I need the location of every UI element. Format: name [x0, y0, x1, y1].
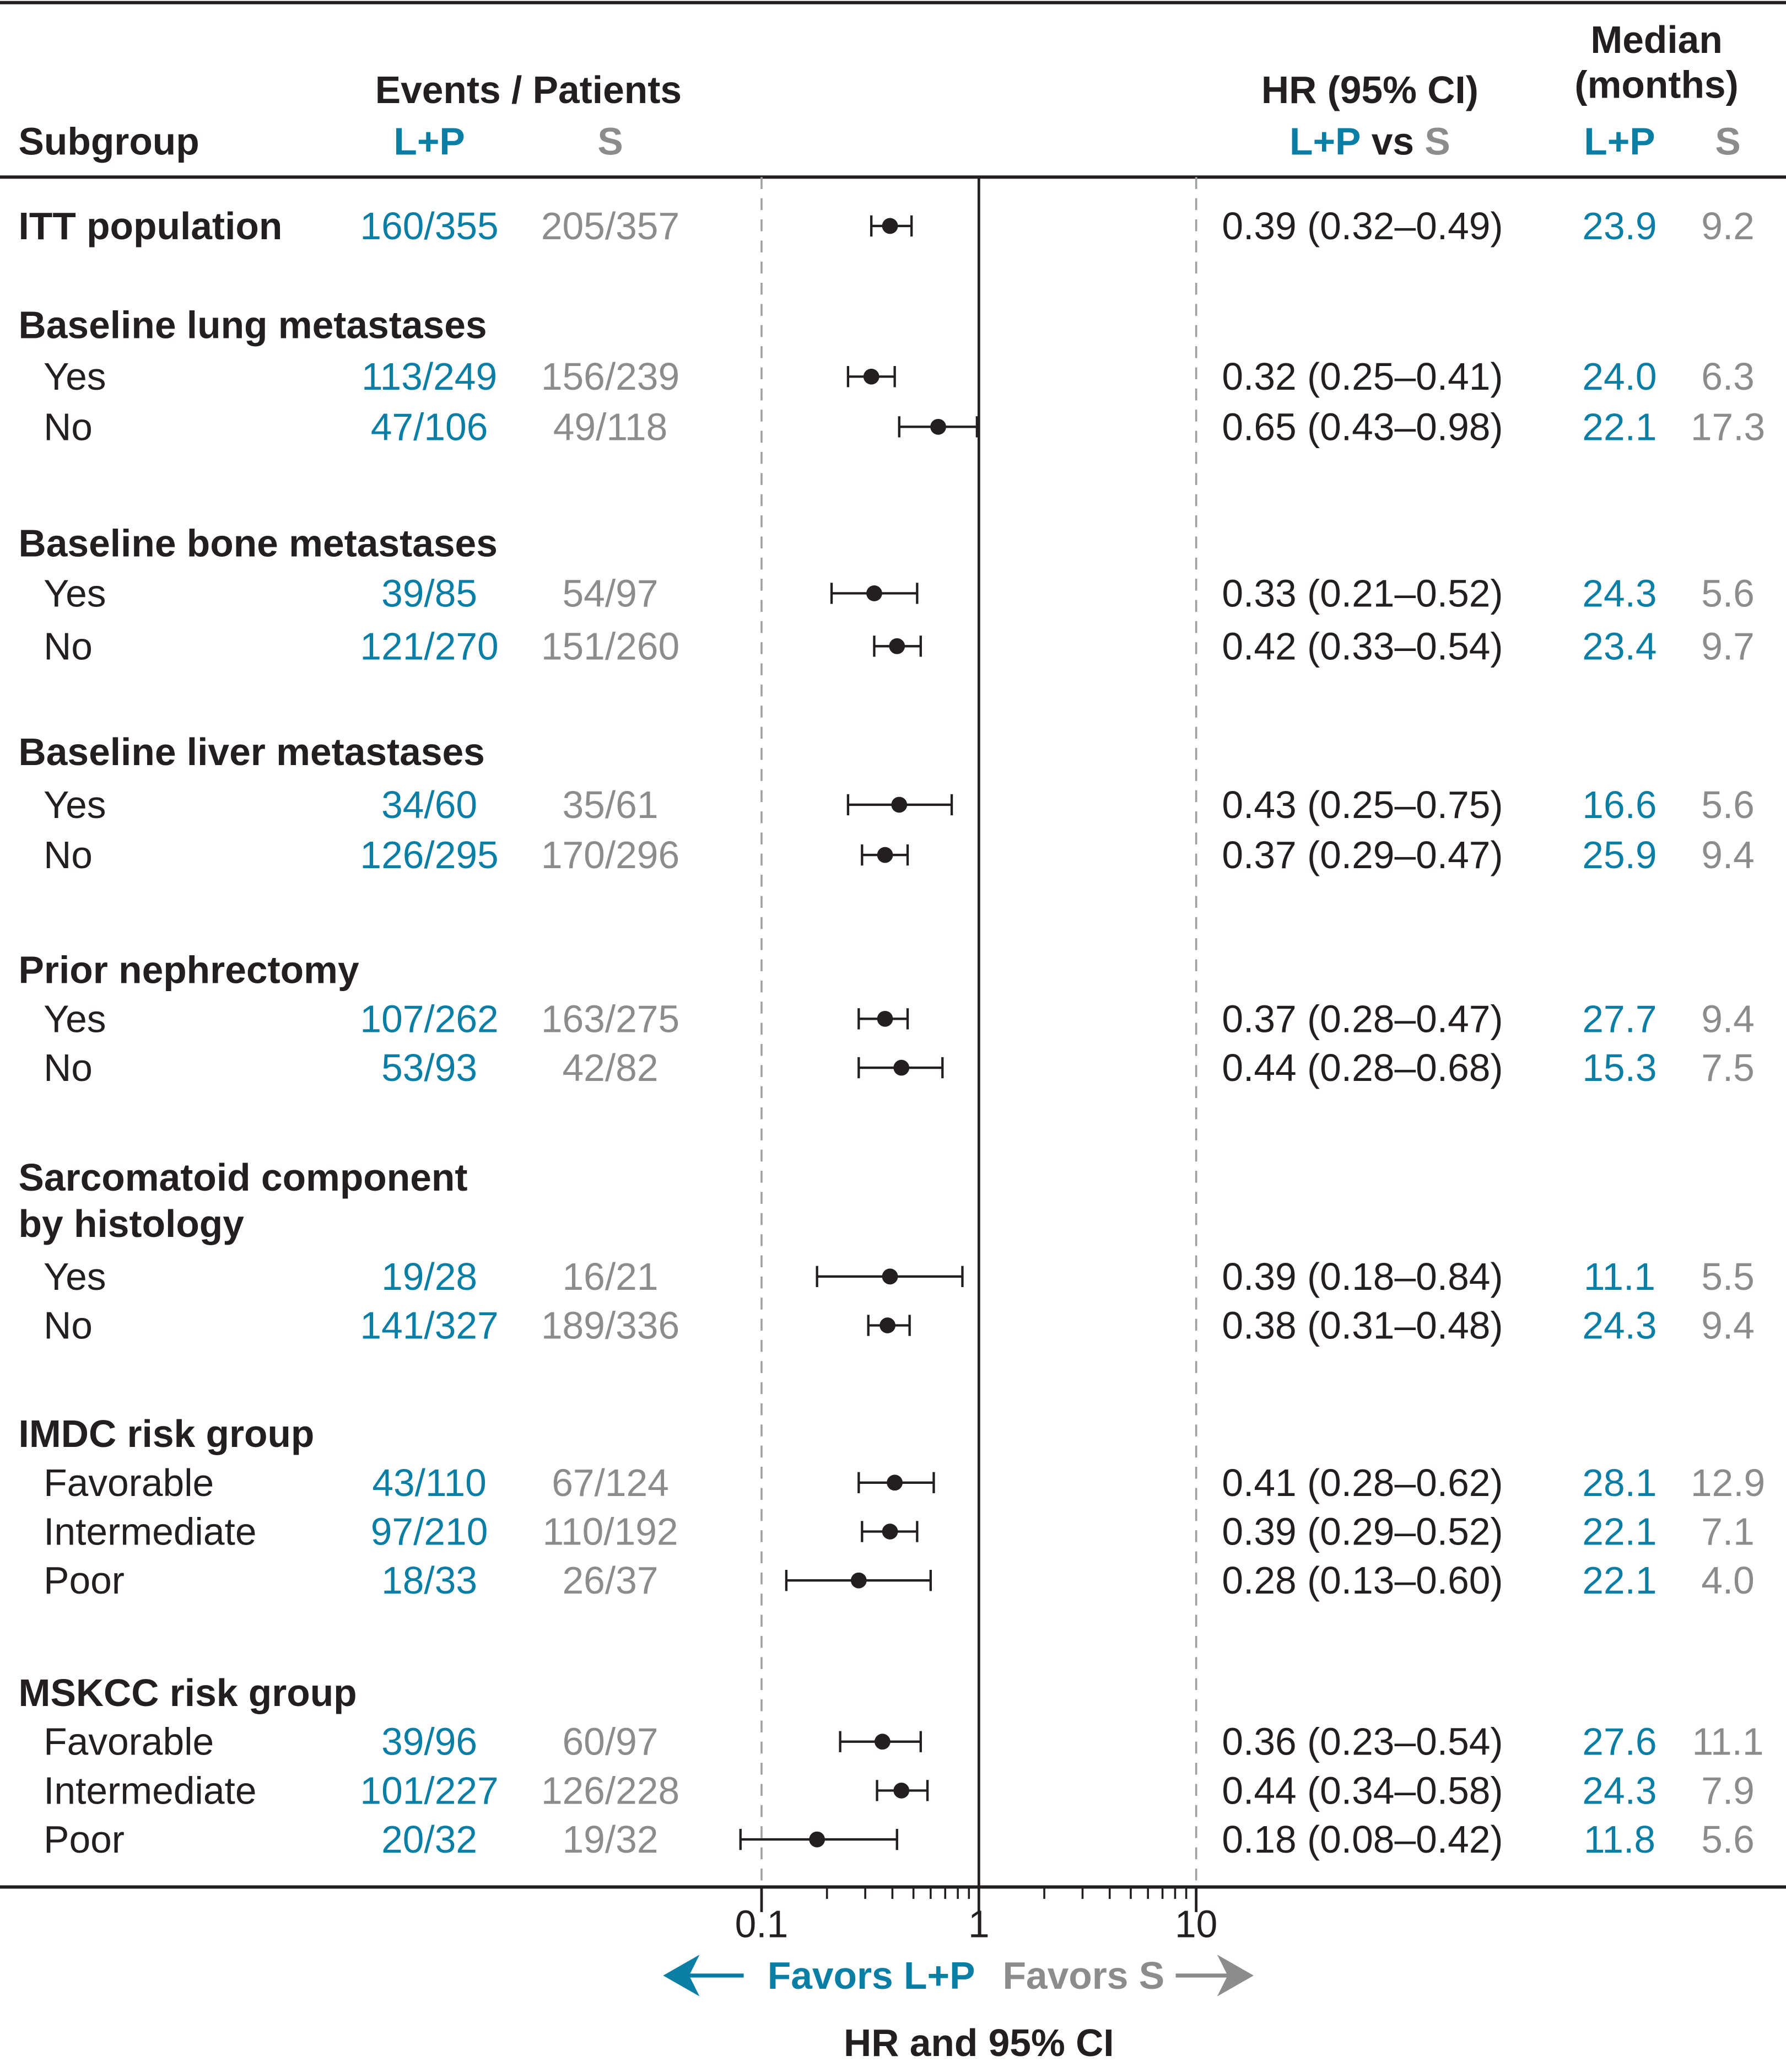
hr-point — [879, 1317, 895, 1333]
row-label: ITT population — [18, 204, 283, 247]
row-label: Yes — [44, 355, 106, 399]
subgroup-title: Sarcomatoid component — [18, 1155, 468, 1199]
hr-point — [887, 1474, 903, 1490]
s-events: 110/192 — [542, 1510, 678, 1553]
hr-point — [809, 1832, 825, 1848]
s-events: 54/97 — [562, 572, 659, 615]
s-median: 5.6 — [1701, 783, 1755, 826]
table-row — [44, 625, 1755, 668]
favors-s-label: Favors S — [1002, 1953, 1165, 1997]
lp-median: 24.3 — [1582, 1304, 1657, 1347]
row-label: Yes — [44, 997, 106, 1041]
arrow-left-icon — [667, 1960, 744, 1992]
subgroup-header — [19, 1671, 357, 1714]
lp-events: 39/96 — [381, 1720, 478, 1763]
header-events-lp: L+P — [393, 120, 465, 163]
header-median-2: (months) — [1574, 63, 1739, 106]
hr-text: 0.37 (0.29–0.47) — [1222, 833, 1503, 877]
header-median-1: Median — [1590, 18, 1723, 61]
table-row — [19, 204, 1755, 247]
lp-events: 34/60 — [381, 783, 478, 826]
subgroup-header — [19, 730, 485, 773]
table-row — [44, 1510, 1755, 1553]
lp-events: 113/249 — [361, 355, 498, 399]
tick-label: 0.1 — [735, 1902, 789, 1946]
subgroup-header — [19, 949, 359, 992]
s-events: 205/357 — [541, 204, 680, 247]
header-median-s: S — [1715, 120, 1741, 163]
hr-text: 0.36 (0.23–0.54) — [1222, 1720, 1503, 1763]
s-events: 151/260 — [541, 625, 680, 668]
hr-point — [864, 369, 879, 385]
hr-text: 0.42 (0.33–0.54) — [1222, 625, 1503, 668]
lp-median: 11.8 — [1583, 1818, 1656, 1861]
lp-median: 25.9 — [1582, 833, 1657, 877]
lp-events: 141/327 — [360, 1304, 499, 1347]
s-events: 67/124 — [552, 1461, 669, 1504]
s-median: 12.9 — [1690, 1461, 1766, 1504]
header-median-lp: L+P — [1584, 120, 1655, 163]
lp-median: 27.7 — [1582, 997, 1657, 1041]
row-label: Favorable — [44, 1720, 214, 1763]
s-median: 9.4 — [1701, 833, 1755, 877]
hr-text: 0.18 (0.08–0.42) — [1222, 1818, 1503, 1861]
x-axis-title: HR and 95% CI — [844, 2021, 1114, 2065]
hr-point — [893, 1783, 909, 1799]
hr-text: 0.39 (0.18–0.84) — [1222, 1255, 1503, 1298]
s-events: 26/37 — [562, 1559, 659, 1602]
hr-text: 0.39 (0.29–0.52) — [1222, 1510, 1503, 1553]
table-row — [44, 355, 1755, 398]
lp-median: 16.6 — [1582, 783, 1657, 826]
table-row — [44, 997, 1755, 1040]
lp-median: 24.0 — [1582, 355, 1657, 399]
subgroup-title-line2: by histology — [18, 1202, 244, 1245]
subgroup-title: Prior nephrectomy — [18, 948, 359, 992]
s-median: 11.1 — [1692, 1720, 1764, 1763]
hr-text: 0.41 (0.28–0.62) — [1222, 1461, 1503, 1504]
row-label: No — [44, 1304, 93, 1347]
subgroup-header — [19, 304, 487, 347]
lp-median: 22.1 — [1582, 405, 1657, 449]
hr-text: 0.44 (0.28–0.68) — [1222, 1046, 1503, 1090]
hr-point — [875, 1734, 891, 1750]
table-row — [44, 1559, 1755, 1602]
hr-point — [882, 218, 898, 234]
table-row — [44, 833, 1755, 876]
row-label: Intermediate — [44, 1510, 257, 1553]
s-median: 9.7 — [1701, 625, 1755, 668]
hr-point — [866, 585, 882, 601]
table-row — [44, 1046, 1755, 1089]
favors-lp-label: Favors L+P — [767, 1953, 975, 1997]
lp-median: 23.4 — [1582, 625, 1657, 668]
s-median: 5.6 — [1701, 572, 1755, 615]
header-hr: HR (95% CI) — [1261, 68, 1479, 111]
lp-events: 53/93 — [381, 1046, 478, 1090]
s-median: 17.3 — [1690, 405, 1766, 449]
row-label: Yes — [44, 1255, 106, 1298]
s-events: 60/97 — [562, 1720, 659, 1763]
row-label: Poor — [44, 1818, 125, 1861]
hr-text: 0.28 (0.13–0.60) — [1222, 1559, 1503, 1602]
table-row — [44, 572, 1755, 615]
subgroup-title: MSKCC risk group — [18, 1671, 357, 1714]
lp-median: 15.3 — [1582, 1046, 1657, 1090]
hr-text: 0.37 (0.28–0.47) — [1222, 997, 1503, 1041]
table-row — [44, 783, 1755, 826]
lp-median: 24.3 — [1582, 572, 1657, 615]
row-label: No — [44, 833, 93, 877]
lp-median: 11.1 — [1583, 1255, 1656, 1298]
table-row — [44, 1720, 1763, 1763]
s-events: 189/336 — [541, 1304, 680, 1347]
lp-events: 18/33 — [381, 1559, 478, 1602]
lp-events: 20/32 — [381, 1818, 478, 1861]
hr-point — [877, 1011, 893, 1027]
s-median: 6.3 — [1701, 355, 1755, 399]
table-row — [44, 1461, 1765, 1504]
arrow-right-icon — [1175, 1960, 1249, 1992]
lp-events: 160/355 — [360, 204, 499, 247]
header-hr-comparison — [1289, 120, 1450, 163]
row-label: Poor — [44, 1559, 125, 1602]
lp-events: 121/270 — [360, 625, 499, 668]
header-events-s: S — [597, 120, 623, 163]
lp-events: 39/85 — [381, 572, 478, 615]
header-hr-lp: L+P — [1289, 120, 1361, 163]
lp-events: 19/28 — [381, 1255, 478, 1298]
tick-label: 1 — [968, 1902, 990, 1946]
s-events: 170/296 — [541, 833, 680, 877]
lp-median: 24.3 — [1582, 1769, 1657, 1812]
table-row — [44, 1818, 1755, 1861]
lp-events: 97/210 — [370, 1510, 488, 1553]
lp-events: 43/110 — [372, 1461, 487, 1504]
row-label: Yes — [44, 572, 106, 615]
s-events: 49/118 — [553, 405, 668, 449]
s-events: 42/82 — [562, 1046, 659, 1090]
s-median: 9.4 — [1701, 997, 1755, 1041]
hr-point — [889, 638, 905, 654]
hr-point — [882, 1524, 898, 1540]
subgroup-title: Baseline liver metastases — [18, 730, 485, 774]
s-median: 4.0 — [1701, 1559, 1755, 1602]
s-median: 5.6 — [1701, 1818, 1755, 1861]
hr-point — [930, 419, 946, 435]
header-hr-vs: vs — [1371, 120, 1415, 163]
hr-point — [877, 847, 893, 863]
hr-text: 0.44 (0.34–0.58) — [1222, 1769, 1503, 1812]
s-events: 163/275 — [541, 997, 680, 1041]
row-label: No — [44, 405, 93, 449]
lp-events: 107/262 — [360, 997, 499, 1041]
hr-text: 0.39 (0.32–0.49) — [1222, 204, 1503, 247]
subgroup-title: Baseline bone metastases — [18, 521, 498, 565]
hr-text: 0.32 (0.25–0.41) — [1222, 355, 1503, 399]
row-label: No — [44, 625, 93, 668]
s-events: 19/32 — [562, 1818, 659, 1861]
header-events-patients: Events / Patients — [375, 68, 682, 111]
s-events: 35/61 — [562, 783, 659, 826]
table-row — [44, 1769, 1755, 1812]
row-label: Yes — [44, 783, 106, 826]
hr-point — [851, 1573, 867, 1589]
row-label: No — [44, 1046, 93, 1090]
s-median: 7.1 — [1701, 1510, 1755, 1553]
s-median: 9.4 — [1701, 1304, 1755, 1347]
hr-point — [882, 1268, 898, 1284]
header-hr-s: S — [1425, 120, 1450, 163]
s-events: 16/21 — [562, 1255, 659, 1298]
row-label: Favorable — [44, 1461, 214, 1504]
subgroup-header — [19, 521, 498, 564]
tick-label: 10 — [1174, 1902, 1218, 1946]
lp-events: 47/106 — [370, 405, 488, 449]
lp-events: 126/295 — [360, 833, 499, 877]
hr-point — [893, 1060, 909, 1076]
hr-text: 0.33 (0.21–0.52) — [1222, 572, 1503, 615]
subgroup-header — [19, 1412, 315, 1455]
table-row — [44, 1255, 1755, 1298]
subgroup-header — [19, 1156, 468, 1245]
table-row — [44, 405, 1765, 448]
hr-point — [891, 797, 907, 813]
table-row — [44, 1304, 1755, 1347]
hr-text: 0.43 (0.25–0.75) — [1222, 783, 1503, 826]
subgroup-title: Baseline lung metastases — [18, 303, 487, 347]
s-events: 156/239 — [541, 355, 680, 399]
lp-median: 23.9 — [1582, 204, 1657, 247]
s-median: 9.2 — [1701, 204, 1755, 247]
lp-median: 22.1 — [1582, 1510, 1657, 1553]
s-median: 7.9 — [1701, 1769, 1755, 1812]
lp-median: 28.1 — [1582, 1461, 1657, 1504]
hr-text: 0.65 (0.43–0.98) — [1222, 405, 1503, 449]
lp-median: 22.1 — [1582, 1559, 1657, 1602]
s-median: 5.5 — [1701, 1255, 1755, 1298]
row-label: Intermediate — [44, 1769, 257, 1812]
hr-text: 0.38 (0.31–0.48) — [1222, 1304, 1503, 1347]
subgroup-title: IMDC risk group — [18, 1412, 315, 1456]
s-events: 126/228 — [541, 1769, 680, 1812]
header-subgroup: Subgroup — [18, 120, 199, 163]
lp-events: 101/227 — [360, 1769, 499, 1812]
lp-median: 27.6 — [1582, 1720, 1657, 1763]
s-median: 7.5 — [1701, 1046, 1755, 1090]
